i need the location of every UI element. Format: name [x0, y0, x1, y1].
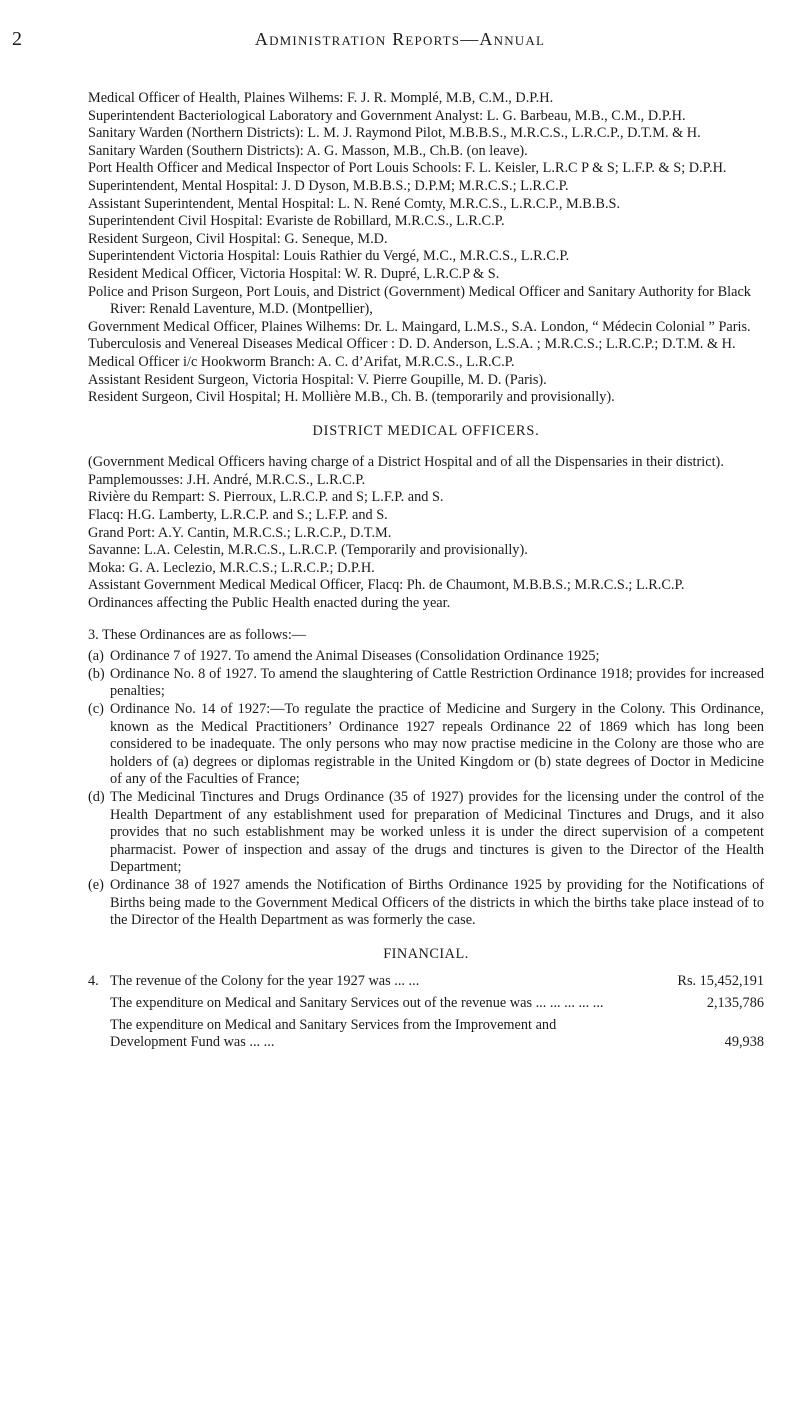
- financial-amount: 2,135,786: [706, 994, 764, 1011]
- officer-entry: Medical Officer i/c Hookworm Branch: A. C. d’Arifat, M.R.C.S., L.R.C.P.: [88, 353, 515, 370]
- ordinance-letter: (b): [88, 665, 105, 682]
- officer-entry: Superintendent Civil Hospital: Evariste de Robillard, M.R.C.S., L.R.C.P.: [88, 213, 505, 230]
- financial-row: [88, 1017, 764, 1052]
- district-entry: Pamplemousses: J.H. André, M.R.C.S., L.R.C.P.: [88, 471, 366, 488]
- ordinance-letter: (d): [88, 788, 105, 805]
- district-entry: Rivière du Rempart: S. Pierroux, L.R.C.P. and S; L.F.P. and S.: [88, 489, 444, 506]
- ordinance-text: Ordinance No. 8 of 1927. To amend the slaughtering of Cattle Restriction Ordinance 1918; provides for increased penalties;: [110, 665, 764, 700]
- page-number: 2: [12, 28, 22, 50]
- financial-description: The expenditure on Medical and Sanitary Services from the Improvement and Development Fund was ... ...: [110, 1016, 557, 1051]
- officer-entry: Assistant Resident Surgeon, Victoria Hospital: V. Pierre Goupille, M. D. (Paris).: [88, 371, 547, 388]
- officer-entry: Resident Surgeon, Civil Hospital; H. Mollière M.B., Ch. B. (temporarily and provisionally).: [88, 389, 615, 406]
- financial-description: The revenue of the Colony for the year 1927 was ... ...: [110, 973, 420, 990]
- officer-entry: Port Health Officer and Medical Inspector of Port Louis Schools: F. L. Keisler, L.R.C P & S; L.F.P. & S; D.P.H.: [88, 160, 727, 177]
- officer-entry: Resident Medical Officer, Victoria Hospital: W. R. Dupré, L.R.C.P & S.: [88, 265, 500, 282]
- ordinance-text: Ordinance 7 of 1927. To amend the Animal Diseases (Consolidation Ordinance 1925;: [110, 648, 600, 665]
- financial-table: [88, 973, 764, 1051]
- financial-row: [88, 973, 764, 991]
- officer-entry: Sanitary Warden (Northern Districts): L. M. J. Raymond Pilot, M.B.B.S., M.R.C.S., L.R.C.P., D.T.M. & H.: [88, 125, 701, 142]
- ordinance-item: [88, 877, 764, 930]
- officer-entry: Resident Surgeon, Civil Hospital: G. Seneque, M.D.: [88, 230, 388, 247]
- district-entry: Flacq: H.G. Lamberty, L.R.C.P. and S.; L.F.P. and S.: [88, 507, 388, 524]
- district-heading: DISTRICT MEDICAL OFFICERS.: [312, 422, 540, 439]
- ordinance-item: [88, 666, 764, 701]
- running-title: Administration Reports—Annual: [254, 29, 546, 49]
- officer-entry: Superintendent Victoria Hospital: Louis Rathier du Vergé, M.C., M.R.C.S., L.R.C.P.: [88, 248, 570, 265]
- officer-entry: Medical Officer of Health, Plaines Wilhems: F. J. R. Momplé, M.B, C.M., D.P.H.: [88, 90, 554, 106]
- district-entry: Assistant Government Medical Medical Officer, Flacq: Ph. de Chaumont, M.B.B.S.; M.R.C.S.; L.R.C.P.: [88, 577, 685, 594]
- page-body: [88, 90, 764, 1056]
- ordinances-lead: 3. These Ordinances are as follows:—: [88, 626, 307, 643]
- ordinance-item: [88, 789, 764, 877]
- financial-row: [88, 995, 764, 1013]
- district-entry: Savanne: L.A. Celestin, M.R.C.S., L.R.C.P. (Temporarily and provisionally).: [88, 542, 528, 559]
- officer-entry: Police and Prison Surgeon, Port Louis, and District (Government) Medical Officer and Sanitary Authority for Black River: Renald Laventure, M.D. (Montpellier),: [88, 283, 751, 318]
- ordinance-text: The Medicinal Tinctures and Drugs Ordinance (35 of 1927) provides for the licensing under the control of the Health Department of any establishment used for preparation of Medicinal Tinctures and Drugs, and it also provides that no such establishment may be worked unless it is under the direct supervision of a competent pharmacist. Power of inspection and assay of the drugs and tinctures is given to the Director of the Health Department;: [110, 788, 764, 876]
- officer-list: [88, 90, 764, 407]
- financial-amount: Rs. 15,452,191: [677, 973, 764, 990]
- ordinance-item: [88, 701, 764, 789]
- financial-number: 4.: [88, 973, 99, 990]
- ordinance-list: [88, 648, 764, 930]
- ordinance-text: Ordinance No. 14 of 1927:—To regulate the practice of Medicine and Surgery in the Colony. This Ordinance, known as the Medical Practitioners’ Ordinance 1927 repeals Ordinance 22 of 1869 which has long been considered to be inadequate. The only persons who may now practise medicine in the Colony are those who are holders of (a) degrees or diplomas registrable in the United Kingdom or (b) state degrees of Doctor in Medicine of any of the Faculties of France;: [110, 701, 764, 788]
- ordinance-letter: (e): [88, 876, 104, 893]
- officer-entry: Assistant Superintendent, Mental Hospital: L. N. René Comty, M.R.C.S., L.R.C.P., M.B.B.S.: [88, 195, 621, 212]
- financial-amount: 49,938: [724, 1034, 764, 1051]
- ordinance-item: [88, 648, 764, 666]
- officer-entry: Sanitary Warden (Southern Districts): A. G. Masson, M.B., Ch.B. (on leave).: [88, 142, 528, 159]
- district-officer-list: [88, 472, 764, 613]
- ordinance-text: Ordinance 38 of 1927 amends the Notification of Births Ordinance 1925 by providing for the Notifications of Births being made to the Government Medical Officers of the districts in which the births take place instead of to the Director of the Health Department as was formerly the case.: [110, 876, 764, 929]
- officer-entry: Superintendent, Mental Hospital: J. D Dyson, M.B.B.S.; D.P.M; M.R.C.S.; L.R.C.P.: [88, 177, 569, 194]
- ordinance-letter: (c): [88, 701, 104, 717]
- officer-entry: Superintendent Bacteriological Laboratory and Government Analyst: L. G. Barbeau, M.B., C.M., D.P.H.: [88, 107, 686, 124]
- financial-heading: FINANCIAL.: [383, 945, 469, 962]
- district-entry: Moka: G. A. Leclezio, M.R.C.S.; L.R.C.P.; D.P.H.: [88, 559, 375, 576]
- financial-description: The expenditure on Medical and Sanitary Services out of the revenue was ... ... ... ... ...: [110, 994, 604, 1011]
- officer-entry: Tuberculosis and Venereal Diseases Medical Officer : D. D. Anderson, L.S.A. ; M.R.C.S.; L.R.C.P.; D.T.M. & H.: [88, 336, 736, 353]
- district-entry: Grand Port: A.Y. Cantin, M.R.C.S.; L.R.C.P., D.T.M.: [88, 524, 392, 541]
- ordinance-letter: (a): [88, 648, 104, 665]
- district-entry: Ordinances affecting the Public Health enacted during the year.: [88, 595, 451, 612]
- officer-entry: Government Medical Officer, Plaines Wilhems: Dr. L. Maingard, L.M.S., S.A. London, “ Médecin Colonial ” Paris.: [88, 318, 751, 335]
- district-intro: (Government Medical Officers having charge of a District Hospital and of all the Dispensaries in their district).: [88, 454, 724, 471]
